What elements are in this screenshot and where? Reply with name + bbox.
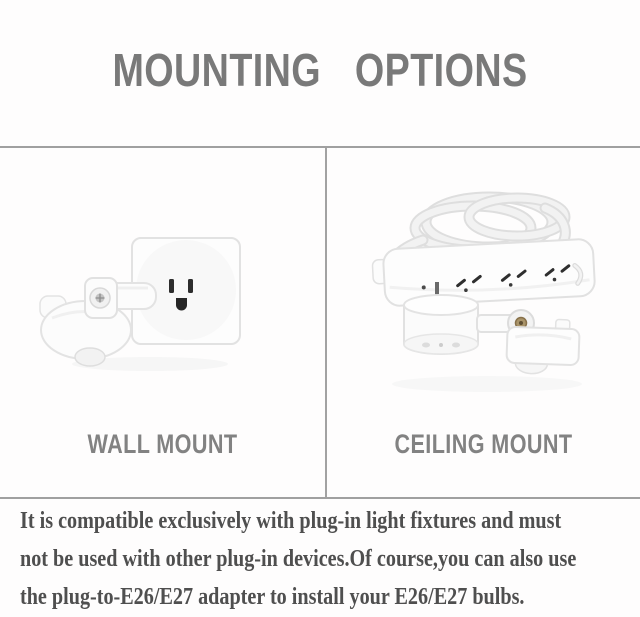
mounting-panels bbox=[0, 148, 640, 497]
wall-mount-label: WALL MOUNT bbox=[87, 429, 238, 459]
caption-line-1: It is compatible exclusively with plug-in light fixtures and must bbox=[20, 508, 562, 534]
wall-mount-panel bbox=[0, 148, 327, 497]
caption-line-3: the plug-to-E26/E27 adapter to install your E26/E27 bulbs. bbox=[20, 584, 525, 610]
ceiling-mount-panel bbox=[327, 148, 640, 497]
bottom-divider-line bbox=[0, 497, 640, 499]
compatibility-caption bbox=[20, 502, 640, 616]
ceiling-mount-label: CEILING MOUNT bbox=[394, 429, 573, 459]
page-title: MOUNTING OPTIONS bbox=[112, 44, 528, 96]
caption-line-2: not be used with other plug-in devices.Of course,you can also use bbox=[20, 546, 577, 572]
